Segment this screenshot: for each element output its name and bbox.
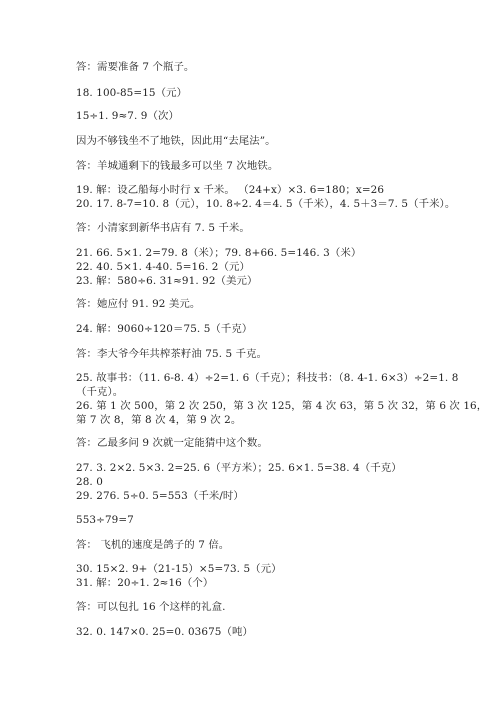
problem-20-line: 20. 17. 8-7=10. 8（元），10. 8÷2. 4＝4. 5（千米），4. 5＋3＝7. 5（千米）。 [76, 198, 456, 210]
problem-26-line: 26. 第 1 次 500，第 2 次 250，第 3 次 125，第 4 次 63，第 5 次 32，第 6 次 16， [76, 400, 488, 412]
problem-28-line: 28. 0 [76, 476, 103, 488]
problem-19-line: 19. 解：设乙船每小时行 x 千米。 （24+x）×3. 6=180；x=26 [76, 184, 385, 196]
problem-25-line: 25. 故事书：（11. 6-8. 4）÷2=1. 6（千克）；科技书：（8. 4-1. 6×3）÷2=1. 8 [76, 372, 459, 384]
answer-line-bottles: 答：需要准备 7 个瓶子。 [76, 61, 195, 73]
problem-29-calc-line: 553÷79=7 [76, 514, 134, 526]
problem-18-answer-line: 答：羊城通剩下的钱最多可以坐 7 次地铁。 [76, 160, 279, 172]
problem-24-line: 24. 解：9060÷120＝75. 5（千克） [76, 323, 253, 335]
problem-26-answer-line: 答：乙最多问 9 次就一定能猜中这个数。 [76, 437, 268, 449]
problem-31-answer-line: 答：可以包扎 16 个这样的礼盒. [76, 601, 226, 613]
problem-23-answer-line: 答：她应付 91. 92 美元。 [76, 298, 201, 310]
problem-18-reason-line: 因为不够钱坐不了地铁，因此用“去尾法”。 [76, 135, 276, 147]
problem-25-continued-line: （千克）。 [76, 386, 124, 398]
problem-20-answer-line: 答：小清家到新华书店有 7. 5 千米。 [76, 222, 250, 234]
problem-29-answer-line: 答： 飞机的速度是鸽子的 7 倍。 [76, 539, 230, 551]
problem-21-line: 21. 66. 5×1. 2=79. 8（米）；79. 8+66. 5=146. 3（米） [76, 247, 362, 259]
problem-27-line: 27. 3. 2×2. 5×3. 2=25. 6（平方米）；25. 6×1. 5=38. 4（千克） [76, 462, 402, 474]
problem-32-line: 32. 0. 147×0. 25=0. 03675（吨） [76, 626, 253, 638]
problem-24-answer-line: 答：李大爷今年共榨茶籽油 75. 5 千克。 [76, 348, 268, 360]
problem-18-line: 18. 100-85=15（元） [76, 87, 188, 99]
problem-18-calc-line: 15÷1. 9≈7. 9（次） [76, 110, 179, 122]
problem-29-line: 29. 276. 5÷0. 5=553（千米/时） [76, 490, 244, 502]
problem-30-line: 30. 15×2. 9+（21-15）×5=73. 5（元） [76, 563, 282, 575]
problem-31-line: 31. 解：20÷1. 2≈16（个） [76, 577, 214, 589]
problem-22-line: 22. 40. 5×1. 4-40. 5=16. 2（元） [76, 261, 250, 273]
problem-23-line: 23. 解：580÷6. 31≈91. 92（美元） [76, 275, 258, 287]
problem-26-continued-line: 第 7 次 8，第 8 次 4，第 9 次 2。 [76, 414, 242, 426]
